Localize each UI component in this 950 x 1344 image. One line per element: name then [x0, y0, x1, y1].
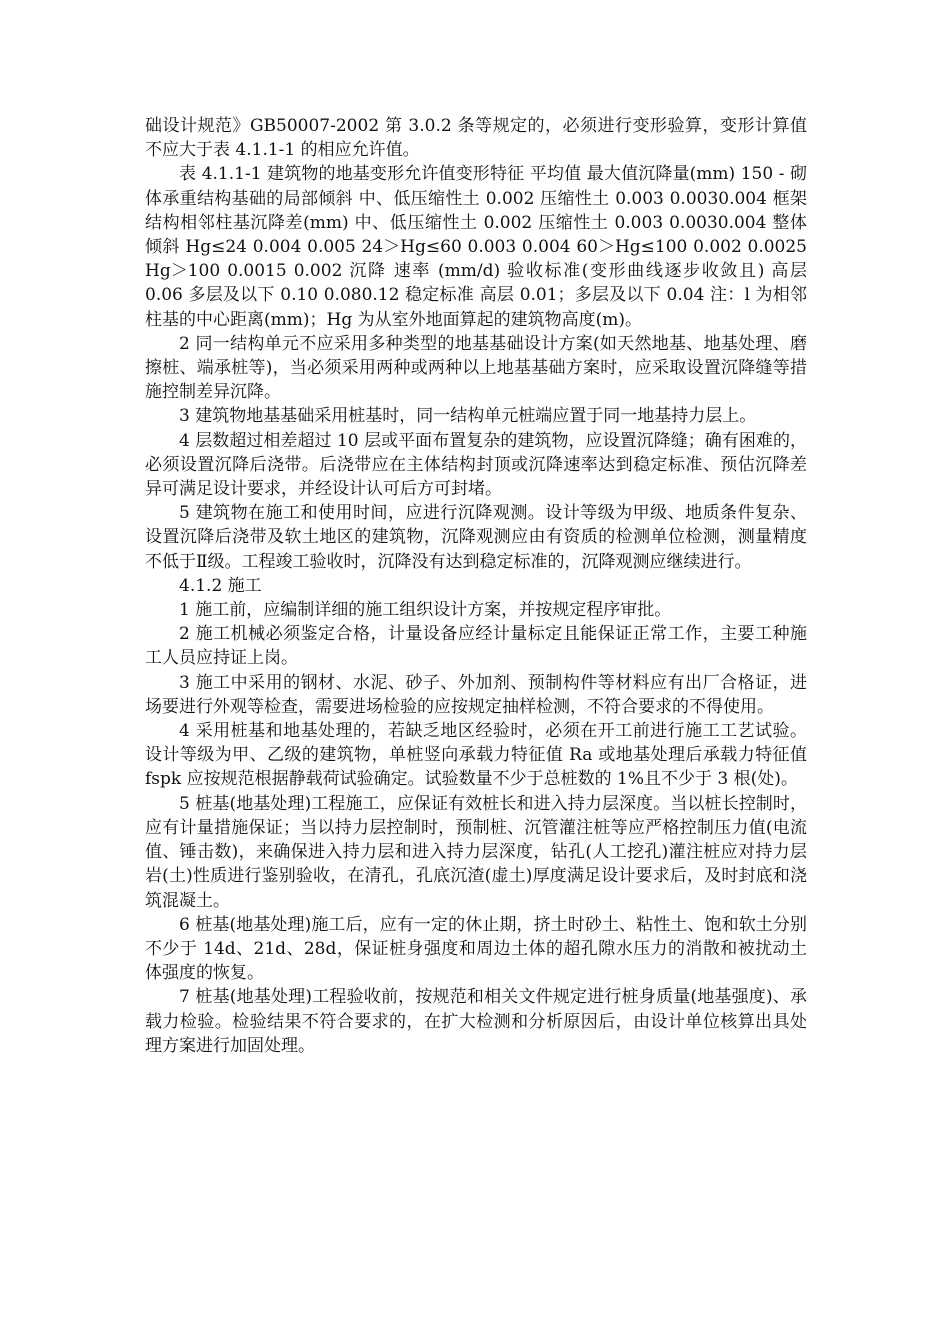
document-body	[145, 114, 807, 1058]
paragraph-construction-3: 3 施工中采用的钢材、水泥、砂子、外加剂、预制构件等材料应有出厂合格证，进场要进行外观等检查，需要进场检验的应按规定抽样检测，不符合要求的不得使用。	[145, 672, 807, 717]
paragraph-construction-5: 5 桩基(地基处理)工程施工，应保证有效桩长和进入持力层深度。当以桩长控制时，应有计量措施保证；当以持力层控制时，预制桩、沉管灌注桩等应严格控制压力值(电流值、锤击数)，来确保进入持力层和进入持力层深度，钻孔(人工挖孔)灌注桩应对持力层岩(土)性质进行鉴别验收，在清孔，孔底沉渣(虚土)厚度满足设计要求后，及时封底和浇筑混凝土。	[145, 793, 807, 911]
paragraph-construction-2: 2 施工机械必须鉴定合格，计量设备应经计量标定且能保证正常工作，主要工种施工人员应持证上岗。	[145, 624, 807, 669]
paragraph-construction-1: 1 施工前，应编制详细的施工组织设计方案，并按规定程序审批。	[179, 600, 672, 621]
paragraph-construction-4: 4 采用桩基和地基处理的，若缺乏地区经验时，必须在开工前进行施工工艺试验。设计等级为甲、乙级的建筑物，单桩竖向承载力特征值 Ra 或地基处理后承载力特征值 fspk 应按规范根据静载荷试验确定。试验数量不少于总桩数的 1%且不少于 3 根(处)。	[145, 721, 807, 790]
paragraph-table-4-1-1-1: 表 4.1.1-1 建筑物的地基变形允许值变形特征 平均值 最大值沉降量(mm) 150 - 砌体承重结构基础的局部倾斜 中、低压缩性土 0.002 压缩性土 0.003 0.0030.004 框架结构相邻柱基沉降差(mm) 中、低压缩性土 0.002 压缩性土 0.003 0.0030.004 整体 倾斜 Hg≤24 0.004 0.005 24＞Hg≤60 0.003 0.004 60＞Hg≤100 0.002 0.0025 Hg＞100 0.0015 0.002 沉降 速率 (mm/d) 验收标准(变形曲线逐步收敛且) 高层 0.06 多层及以下 0.10 0.080.12 稳定标准 高层 0.01；多层及以下 0.04 注：l 为相邻柱基的中心距离(mm)；Hg 为从室外地面算起的建筑物高度(m)。	[145, 164, 807, 330]
paragraph-item-3: 3 建筑物地基基础采用桩基时，同一结构单元桩端应置于同一地基持力层上。	[179, 406, 757, 427]
section-heading-4-1-2: 4.1.2 施工	[179, 575, 262, 596]
paragraph-continuation: 础设计规范》GB50007-2002 第 3.0.2 条等规定的，必须进行变形验算，变形计算值不应大于表 4.1.1-1 的相应允许值。	[145, 116, 807, 161]
paragraph-item-2: 2 同一结构单元不应采用多种类型的地基基础设计方案(如天然地基、地基处理、磨擦桩、端承桩等)，当必须采用两种或两种以上地基基础方案时，应采取设置沉降缝等措施控制差异沉降。	[145, 333, 807, 403]
paragraph-construction-6: 6 桩基(地基处理)施工后，应有一定的休止期，挤土时砂土、粘性土、饱和软土分别不少于 14d、21d、28d，保证桩身强度和周边土体的超孔隙水压力的消散和被扰动土体强度的恢复。	[145, 914, 807, 984]
paragraph-item-5: 5 建筑物在施工和使用时间，应进行沉降观测。设计等级为甲级、地质条件复杂、设置沉降后浇带及软土地区的建筑物，沉降观测应由有资质的检测单位检测，测量精度不低于Ⅱ级。工程竣工验收时，沉降没有达到稳定标准的，沉降观测应继续进行。	[145, 503, 807, 572]
paragraph-construction-7: 7 桩基(地基处理)工程验收前，按规范和相关文件规定进行桩身质量(地基强度)、承载力检验。检验结果不符合要求的，在扩大检测和分析原因后，由设计单位核算出具处理方案进行加固处理。	[145, 987, 807, 1056]
paragraph-item-4: 4 层数超过相差超过 10 层或平面布置复杂的建筑物，应设置沉降缝；确有困难的，必须设置沉降后浇带。后浇带应在主体结构封顶或沉降速率达到稳定标准、预估沉降差异可满足设计要求，并经设计认可后方可封堵。	[145, 430, 807, 500]
